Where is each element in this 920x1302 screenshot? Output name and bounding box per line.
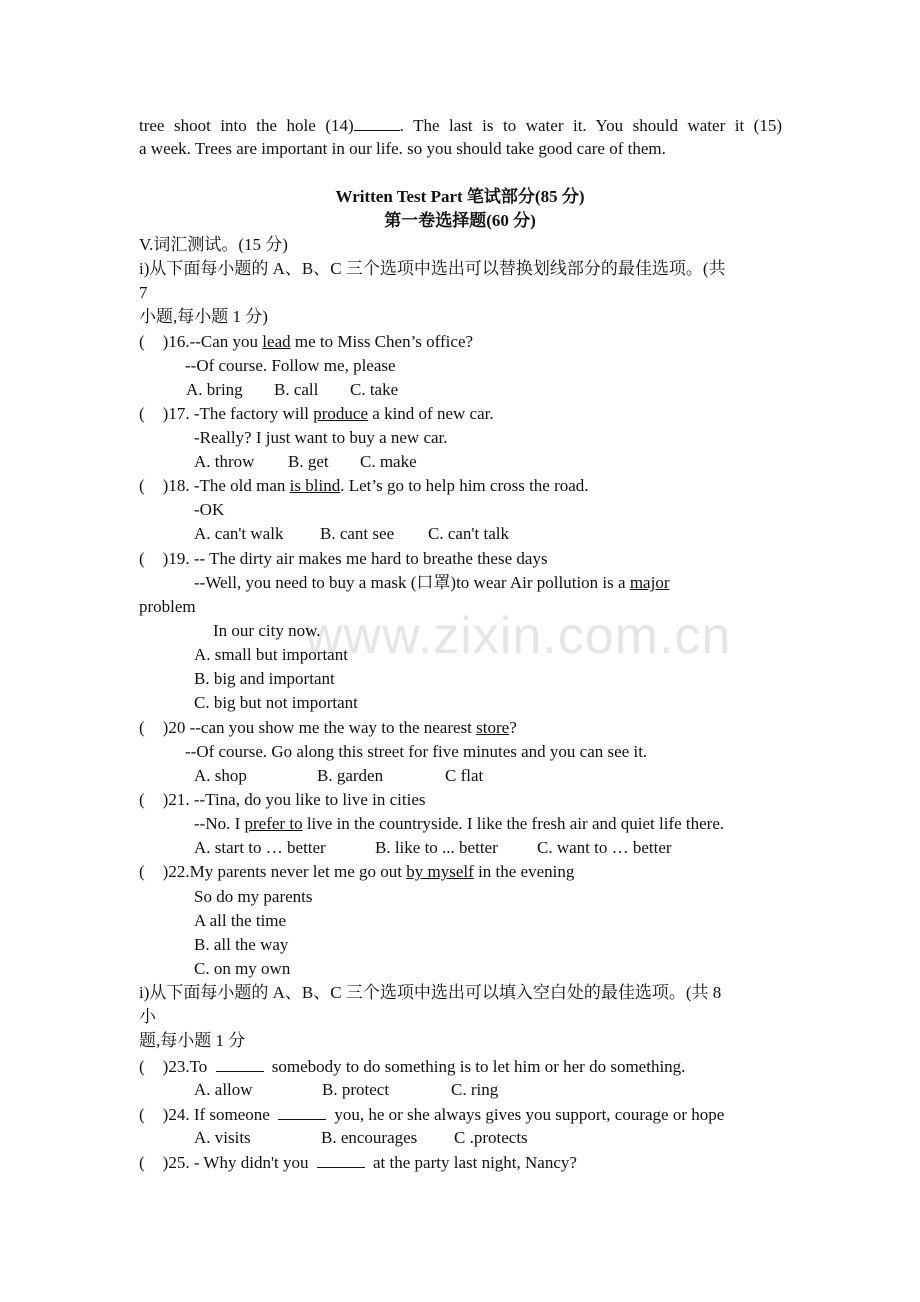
question-22: ( )22.My parents never let me go out by myself in the evening	[139, 862, 575, 881]
question-23-options	[194, 1080, 498, 1100]
question-18-options	[194, 524, 509, 544]
blank-23	[216, 1056, 264, 1072]
instruction-1-line-3: 小题,每小题 1 分)	[139, 307, 268, 326]
blank-25	[317, 1152, 365, 1168]
option-b: B. garden	[317, 766, 384, 785]
section-title: Written Test Part 笔试部分(85 分)	[335, 187, 585, 206]
question-19-option-b: B. big and important	[194, 669, 335, 688]
option-b: B. get	[288, 452, 329, 471]
option-c: C .protects	[454, 1128, 528, 1147]
question-19-option-a: A. small but important	[194, 645, 348, 664]
option-c: C flat	[445, 766, 484, 785]
option-b: B. like to ... better	[375, 838, 498, 857]
option-a: A. can't walk	[194, 524, 284, 543]
blank-14	[354, 115, 400, 131]
option-a: A. throw	[194, 452, 255, 471]
option-b: B. call	[274, 380, 319, 399]
question-23: ( )23.To somebody to do something is to let him or her do something.	[139, 1057, 686, 1076]
question-20-options	[194, 766, 483, 786]
instruction-2-line-2: 小	[139, 1007, 156, 1026]
question-16-reply: --Of course. Follow me, please	[185, 356, 396, 375]
question-25: ( )25. - Why didn't you at the party last night, Nancy?	[139, 1153, 577, 1172]
watermark: www.zixin.com.cn	[305, 607, 732, 665]
option-a: A. shop	[194, 766, 247, 785]
question-17: ( )17. -The factory will produce a kind of new car.	[139, 404, 494, 423]
question-20: ( )20 --can you show me the way to the nearest store?	[139, 718, 517, 737]
section-v-title: V.词汇测试。(15 分)	[139, 235, 288, 254]
question-19-reply-line-3: In our city now.	[213, 621, 321, 640]
passage-line-2: a week. Trees are important in our life. so you should take good care of them.	[139, 139, 666, 158]
question-21-reply: --No. I prefer to live in the countryside. I like the fresh air and quiet life there.	[194, 814, 725, 833]
instruction-2-line-1: i)从下面每小题的 A、B、C 三个选项中选出可以填入空白处的最佳选项。(共 8	[139, 983, 722, 1002]
question-19-reply: --Well, you need to buy a mask (口罩)to wear Air pollution is a major	[194, 573, 670, 592]
question-24: ( )24. If someone you, he or she always gives you support, courage or hope	[139, 1105, 725, 1124]
option-b: B. protect	[322, 1080, 390, 1099]
question-22-reply: So do my parents	[194, 887, 313, 906]
instruction-2-line-3: 题,每小题 1 分	[139, 1031, 246, 1050]
question-21-options	[194, 838, 672, 858]
question-22-option-a: A all the time	[194, 911, 287, 930]
instruction-1-line-1: i)从下面每小题的 A、B、C 三个选项中选出可以替换划线部分的最佳选项。(共	[139, 259, 726, 278]
question-17-options	[194, 452, 417, 472]
option-c: C. make	[360, 452, 417, 471]
option-c: C. take	[350, 380, 399, 399]
question-16-options	[186, 380, 398, 400]
question-18: ( )18. -The old man is blind. Let’s go to help him cross the road.	[139, 476, 589, 495]
option-c: C. want to … better	[537, 838, 672, 857]
option-a: A. start to … better	[194, 838, 326, 857]
option-a: A. allow	[194, 1080, 253, 1099]
question-19-option-c: C. big but not important	[194, 693, 358, 712]
question-19-reply-line-2: problem	[139, 597, 196, 616]
option-b: B. cant see	[320, 524, 395, 543]
option-c: C. ring	[451, 1080, 499, 1099]
question-24-options	[194, 1128, 528, 1148]
passage-line-1: tree shoot into the hole (14) . The last is to water it. You should water it (15)	[139, 116, 783, 135]
question-18-reply: -OK	[194, 500, 225, 519]
instruction-1-line-2: 7	[139, 283, 148, 302]
question-20-reply: --Of course. Go along this street for five minutes and you can see it.	[185, 742, 648, 761]
question-17-reply: -Really? I just want to buy a new car.	[194, 428, 448, 447]
question-22-option-b: B. all the way	[194, 935, 289, 954]
question-16: ( )16.--Can you lead me to Miss Chen’s office?	[139, 332, 474, 351]
question-22-option-c: C. on my own	[194, 959, 291, 978]
section-subtitle: 第一卷选择题(60 分)	[384, 211, 536, 230]
option-a: A. bring	[186, 380, 243, 399]
option-c: C. can't talk	[428, 524, 509, 543]
blank-24	[278, 1104, 326, 1120]
question-21: ( )21. --Tina, do you like to live in cities	[139, 790, 426, 809]
question-19: ( )19. -- The dirty air makes me hard to breathe these days	[139, 549, 548, 568]
option-b: B. encourages	[321, 1128, 418, 1147]
option-a: A. visits	[194, 1128, 251, 1147]
